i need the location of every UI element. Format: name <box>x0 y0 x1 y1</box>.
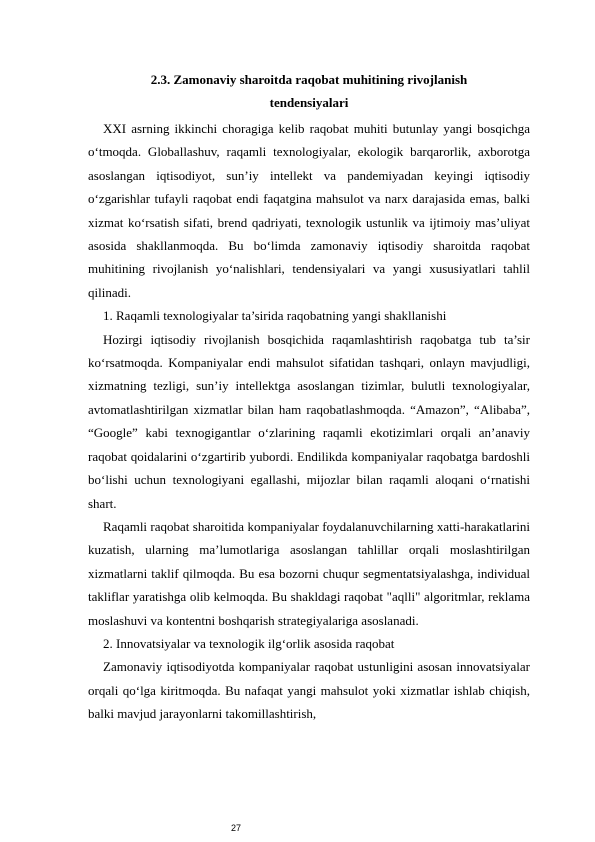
digital-personalization-paragraph: Raqamli raqobat sharoitida kompaniyalar foydalanuvchilarning xatti-harakatlarini kuzatish, ularning ma’lumotlariga asoslangan tahlillar orqali moslashtirilgan xizmatlarni taklif qilmoqda. Bu esa bozorni chuqur segmentatsiyalashga, individual takliflar yaratishga olib kelmoqda. Bu shakldagi raqobat "aqlli" algoritmlar, reklama moslashuvi va kontentni boshqarish strategiyalariga asoslanadi. <box>88 518 530 628</box>
intro-paragraph: XXI asrning ikkinchi choragiga kelib raqobat muhiti butunlay yangi bosqichga o‘tmoqda. Globallashuv, raqamli texnologiyalar, ekologik barqarorlik, axborotga asoslangan iqtisodiyot, sun’iy intellekt va pandemiyadan keyingi iqtisodiy o‘zgarishlar tufayli raqobat endi faqatgina mahsulot va narx darajasida emas, balki xizmat ko‘rsatish sifati, brend qadriyati, texnologik ustunlik va ijtimoiy mas’uliyat asosida shakllanmoqda. Bu bo‘limda zamonaviy iqtisodiy sharoitda raqobat muhitining rivojlanish yo‘nalishlari, tendensiyalari va yangi xususiyatlari tahlil qilinadi. <box>88 121 530 300</box>
innovation-paragraph: Zamonaviy iqtisodiyotda kompaniyalar raqobat ustunligini asosan innovatsiyalar orqali qo‘lga kiritmoqda. Bu nafaqat yangi mahsulot yoki xizmatlar ishlab chiqish, balki mavjud jarayonlarni takomillashtirish, <box>88 659 530 722</box>
page-number: 27 <box>230 823 241 833</box>
section-heading <box>88 68 530 114</box>
section-heading-line-2: tendensiyalari <box>269 95 349 110</box>
subheading-innovations: 2. Innovatsiyalar va texnologik ilg‘orlik asosida raqobat <box>103 635 395 651</box>
subheading-digital-technologies: 1. Raqamli texnologiyalar ta’sirida raqobatning yangi shakllanishi <box>103 308 447 324</box>
digital-competition-paragraph: Hozirgi iqtisodiy rivojlanish bosqichida raqamlashtirish raqobatga tub ta’sir ko‘rsatmoqda. Kompaniyalar endi mahsulot sifatidan tashqari, onlayn mavjudligi, xizmatning tezligi, sun’iy intellektga asoslangan tizimlar, bulutli texnologiyalar, avtomatlashtirilgan xizmatlar bilan ham raqobatlashmoqda. “Amazon”, “Alibaba”, “Google” kabi texnogigantlar o‘zlarining raqamli ekotizimlari orqali an’anaviy raqobat qoidalarini o‘zgartirib yubordi. Endilikda kompaniyalar raqobatga bardoshli bo‘lishi uchun texnologiyani egallashi, mijozlar bilan raqamli aloqani o‘rnatishi shart. <box>88 331 530 511</box>
section-heading-line-1: 2.3. Zamonaviy sharoitda raqobat muhitining rivojlanish <box>150 72 468 87</box>
body-text <box>88 117 530 726</box>
